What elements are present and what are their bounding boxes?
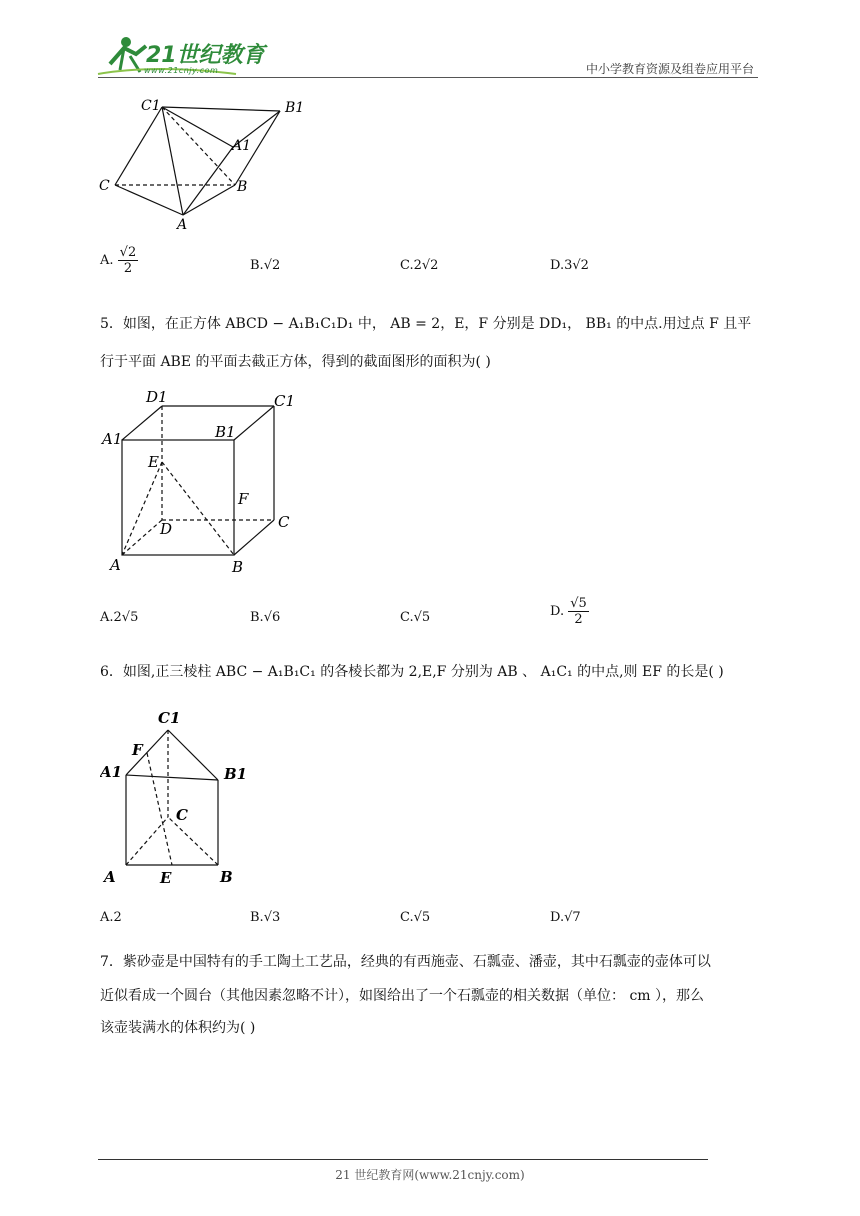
fig5-label-b: B — [232, 558, 244, 576]
fig5-label-c: C — [278, 513, 290, 531]
fig1-label-a: A — [177, 217, 188, 233]
fig6-label-b1: B1 — [224, 765, 248, 783]
fig5-label-b1: B1 — [215, 423, 236, 441]
fig6-label-a1: A1 — [100, 763, 123, 781]
q4-option-b[interactable]: B.√2 — [250, 258, 281, 273]
fig1-label-c: C — [99, 178, 110, 194]
fig1-label-a1: A1 — [232, 138, 252, 154]
fig6-label-b: B — [220, 868, 233, 886]
fig6-label-f: F — [132, 741, 143, 759]
q4-option-a[interactable]: A. $\frac{√2}{2}$ — [100, 245, 137, 276]
fig1-label-c1: C1 — [141, 98, 161, 114]
header-divider — [98, 77, 758, 78]
fig6-label-c: C — [176, 806, 188, 824]
q5-option-a[interactable]: A.2√5 — [100, 610, 139, 625]
fig5-label-d1: D1 — [146, 388, 168, 406]
fig6-label-c1: C1 — [158, 709, 181, 727]
q5-option-d[interactable]: D. $\frac{√5}{2}$ — [550, 596, 587, 627]
q6-text-line1: 6．如图,正三棱柱 ABC − A₁B₁C₁ 的各棱长都为 2,E,F 分别为 AB 、 A₁C₁ 的中点,则 EF 的长是( ) — [100, 664, 724, 680]
q7-text-line1: 7．紫砂壶是中国特有的手工陶土工艺品，经典的有西施壶、石瓢壶、潘壶，其中石瓢壶的壶体可以 — [100, 954, 711, 970]
fig5-label-e: E — [148, 453, 159, 471]
fig1-label-b1: B1 — [285, 100, 305, 116]
fig6-label-e: E — [160, 869, 172, 887]
fig6-label-a: A — [104, 868, 116, 886]
figure-q6-prism — [100, 705, 250, 890]
figure-q5-cube — [100, 382, 300, 577]
fig5-label-f: F — [238, 490, 249, 508]
figure-q4 — [95, 95, 315, 235]
q5-text-line1: 5．如图，在正方体 ABCD − A₁B₁C₁D₁ 中， AB = 2，E，F 分别是 DD₁， BB₁ 的中点.用过点 F 且平 — [100, 316, 752, 332]
q7-text-line3: 该壶装满水的体积约为( ) — [100, 1020, 256, 1036]
q5-option-b[interactable]: B.√6 — [250, 610, 281, 625]
q7-text-line2: 近似看成一个圆台（其他因素忽略不计），如图给出了一个石瓢壶的相关数据（单位： cm ），那么 — [100, 988, 705, 1004]
q6-option-d[interactable]: D.√7 — [550, 910, 581, 925]
fig5-label-a: A — [110, 556, 121, 574]
q6-option-a[interactable]: A.2 — [100, 910, 122, 925]
platform-name: 中小学教育资源及组卷应用平台 — [585, 62, 754, 76]
fig5-label-d: D — [160, 520, 173, 538]
footer-text: 21 世纪教育网(www.21cnjy.com) — [335, 1168, 525, 1182]
fig5-label-c1: C1 — [274, 392, 296, 410]
q6-option-b[interactable]: B.√3 — [250, 910, 281, 925]
fig1-label-b: B — [237, 179, 248, 195]
fig5-label-a1: A1 — [102, 430, 123, 448]
q5-text-line2: 行于平面 ABE 的平面去截正方体，得到的截面图形的面积为( ) — [100, 354, 491, 370]
logo-url: www.21cnjy.com — [144, 66, 219, 75]
q6-option-c[interactable]: C.√5 — [400, 910, 431, 925]
q5-option-c[interactable]: C.√5 — [400, 610, 431, 625]
footer-divider — [98, 1159, 708, 1160]
logo-text: 21世纪教育 — [146, 43, 265, 68]
q4-option-c[interactable]: C.2√2 — [400, 258, 439, 273]
q4-option-d[interactable]: D.3√2 — [550, 258, 589, 273]
